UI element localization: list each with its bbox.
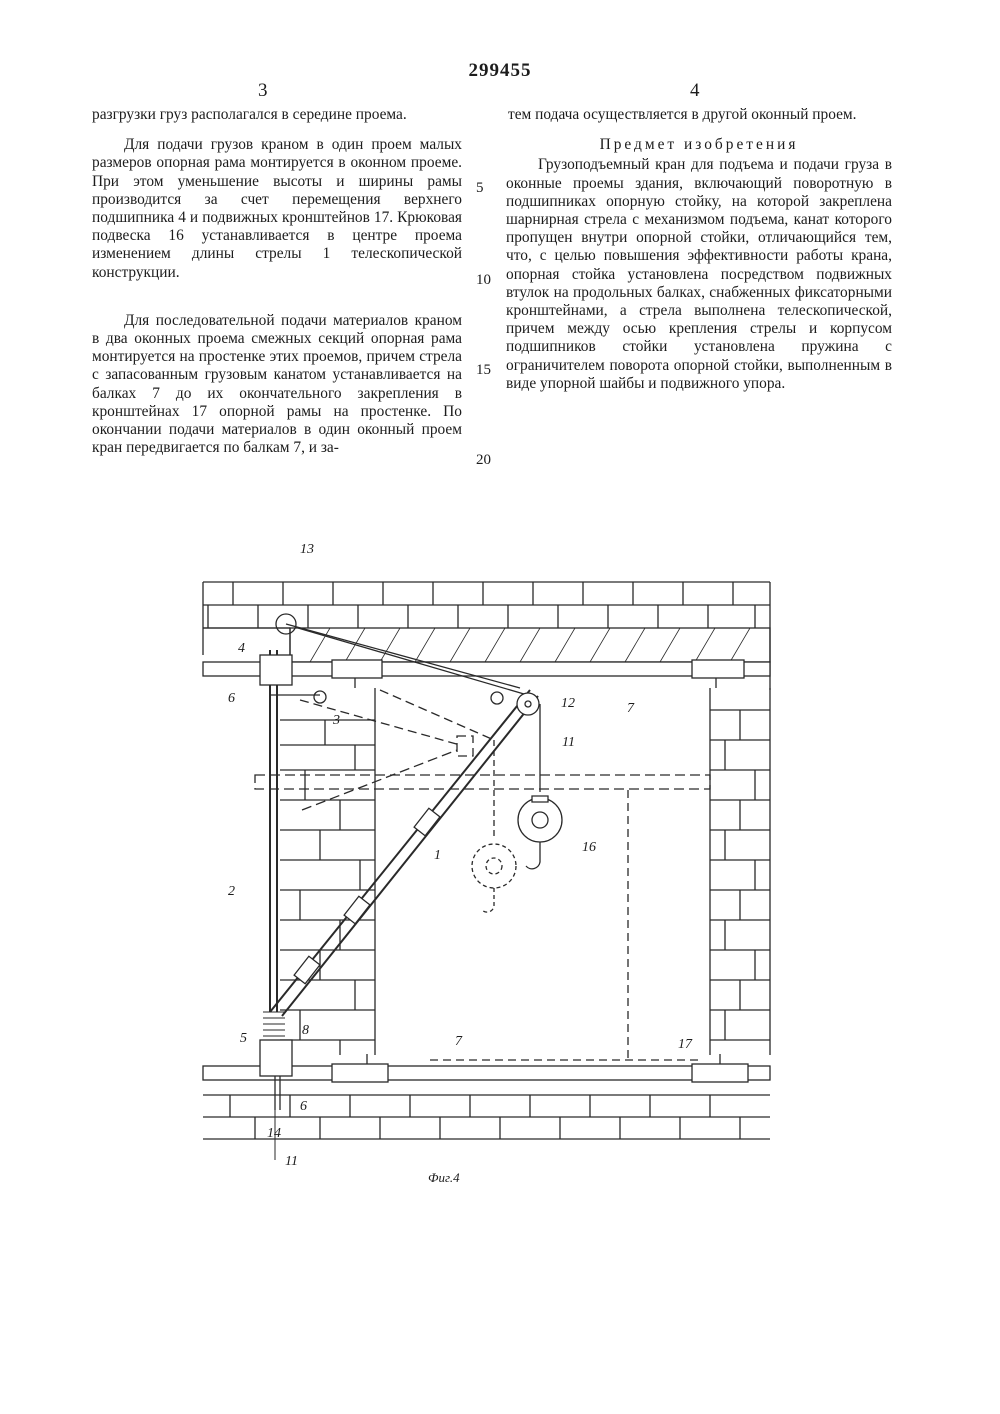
label-13: 13: [300, 542, 314, 557]
label-7: 7: [627, 701, 634, 716]
line-number: 10: [476, 272, 491, 288]
patent-number: 299455: [468, 60, 532, 81]
paragraph: Для последовательной подачи материалов краном в два оконных проема смежных секций опорная рама монтируется на простенке этих проемов, причем стрела с запасованным грузовым канатом устанавливается на балках 7 до их окончательного закрепления в кронштейнах 17 опорной рамы на простенке. По окончании подачи материалов в один оконный проем кран передвигается по балкам 7, и за-: [92, 311, 462, 457]
page-number-right: 4: [690, 80, 700, 101]
label-6: 6: [228, 691, 235, 706]
telescopic-boom-1: [270, 690, 538, 1016]
page-number-left: 3: [258, 80, 268, 101]
paragraph: тем подача осуществляется в другой оконный проем.: [508, 106, 857, 123]
hook-block-16: [518, 796, 562, 869]
line-number: 20: [476, 452, 491, 468]
label-11-bottom: 11: [285, 1154, 298, 1169]
paragraph: разгрузки груз располагался в середине проема.: [92, 106, 407, 123]
bracket-3: [270, 691, 326, 703]
label-3: 3: [333, 713, 340, 728]
label-5: 5: [240, 1031, 247, 1046]
paragraph: Для подачи грузов краном в один проем малых размеров опорная рама монтируется в оконном проеме. При этом уменьшение высоты и ширины рамы производится за счет перемещения верхнего подшипника 4 и подвижных кронштейнов 17. Крюковая подвеска 16 устанавливается в центре проема изменением длины стрелы 1 телескопической конструкции.: [92, 136, 462, 281]
claim-text: Грузоподъемный кран для подъема и подачи груза в оконные проемы здания, включающий поворотную в подшипниках опорную стойку, на которой закреплена шарнирная стрела с механизмом подъема, канат которого пропущен внутри опорной стойки, отличающийся тем, что, с целью повышения эффективности работы крана, опорная стойка установлена посредством подвижных втулок на продольных балках, снабженных фиксаторными кронштейнами, а стрела выполнена телескопической, причем между осью крепления стрелы и корпусом подшипников стойки установлена пружина с ограничителем поворота опорной стойки, выполненным в виде упорной шайбы и подвижного упора.: [506, 156, 892, 392]
figure-caption: Фиг.4: [428, 1170, 460, 1185]
hook-block-dashed: [472, 844, 516, 912]
label-11: 11: [562, 735, 575, 750]
label-16: 16: [582, 840, 596, 855]
label-1: 1: [434, 848, 441, 863]
label-8: 8: [302, 1023, 309, 1038]
section-title: Предмет изобретения: [599, 136, 799, 154]
label-4: 4: [238, 641, 245, 656]
label-12: 12: [561, 696, 575, 711]
label-17: 17: [678, 1037, 692, 1052]
window-opening: [430, 790, 700, 1062]
label-2: 2: [228, 884, 235, 899]
label-7-bottom: 7: [455, 1034, 462, 1049]
right-pier: [710, 688, 770, 1055]
line-number: 15: [476, 362, 491, 378]
boom-alternate-position: [300, 690, 494, 756]
line-number: 5: [476, 180, 484, 196]
label-14: 14: [267, 1126, 281, 1141]
label-6-bottom: 6: [300, 1099, 307, 1114]
bottom-brick-wall: [203, 1095, 770, 1139]
